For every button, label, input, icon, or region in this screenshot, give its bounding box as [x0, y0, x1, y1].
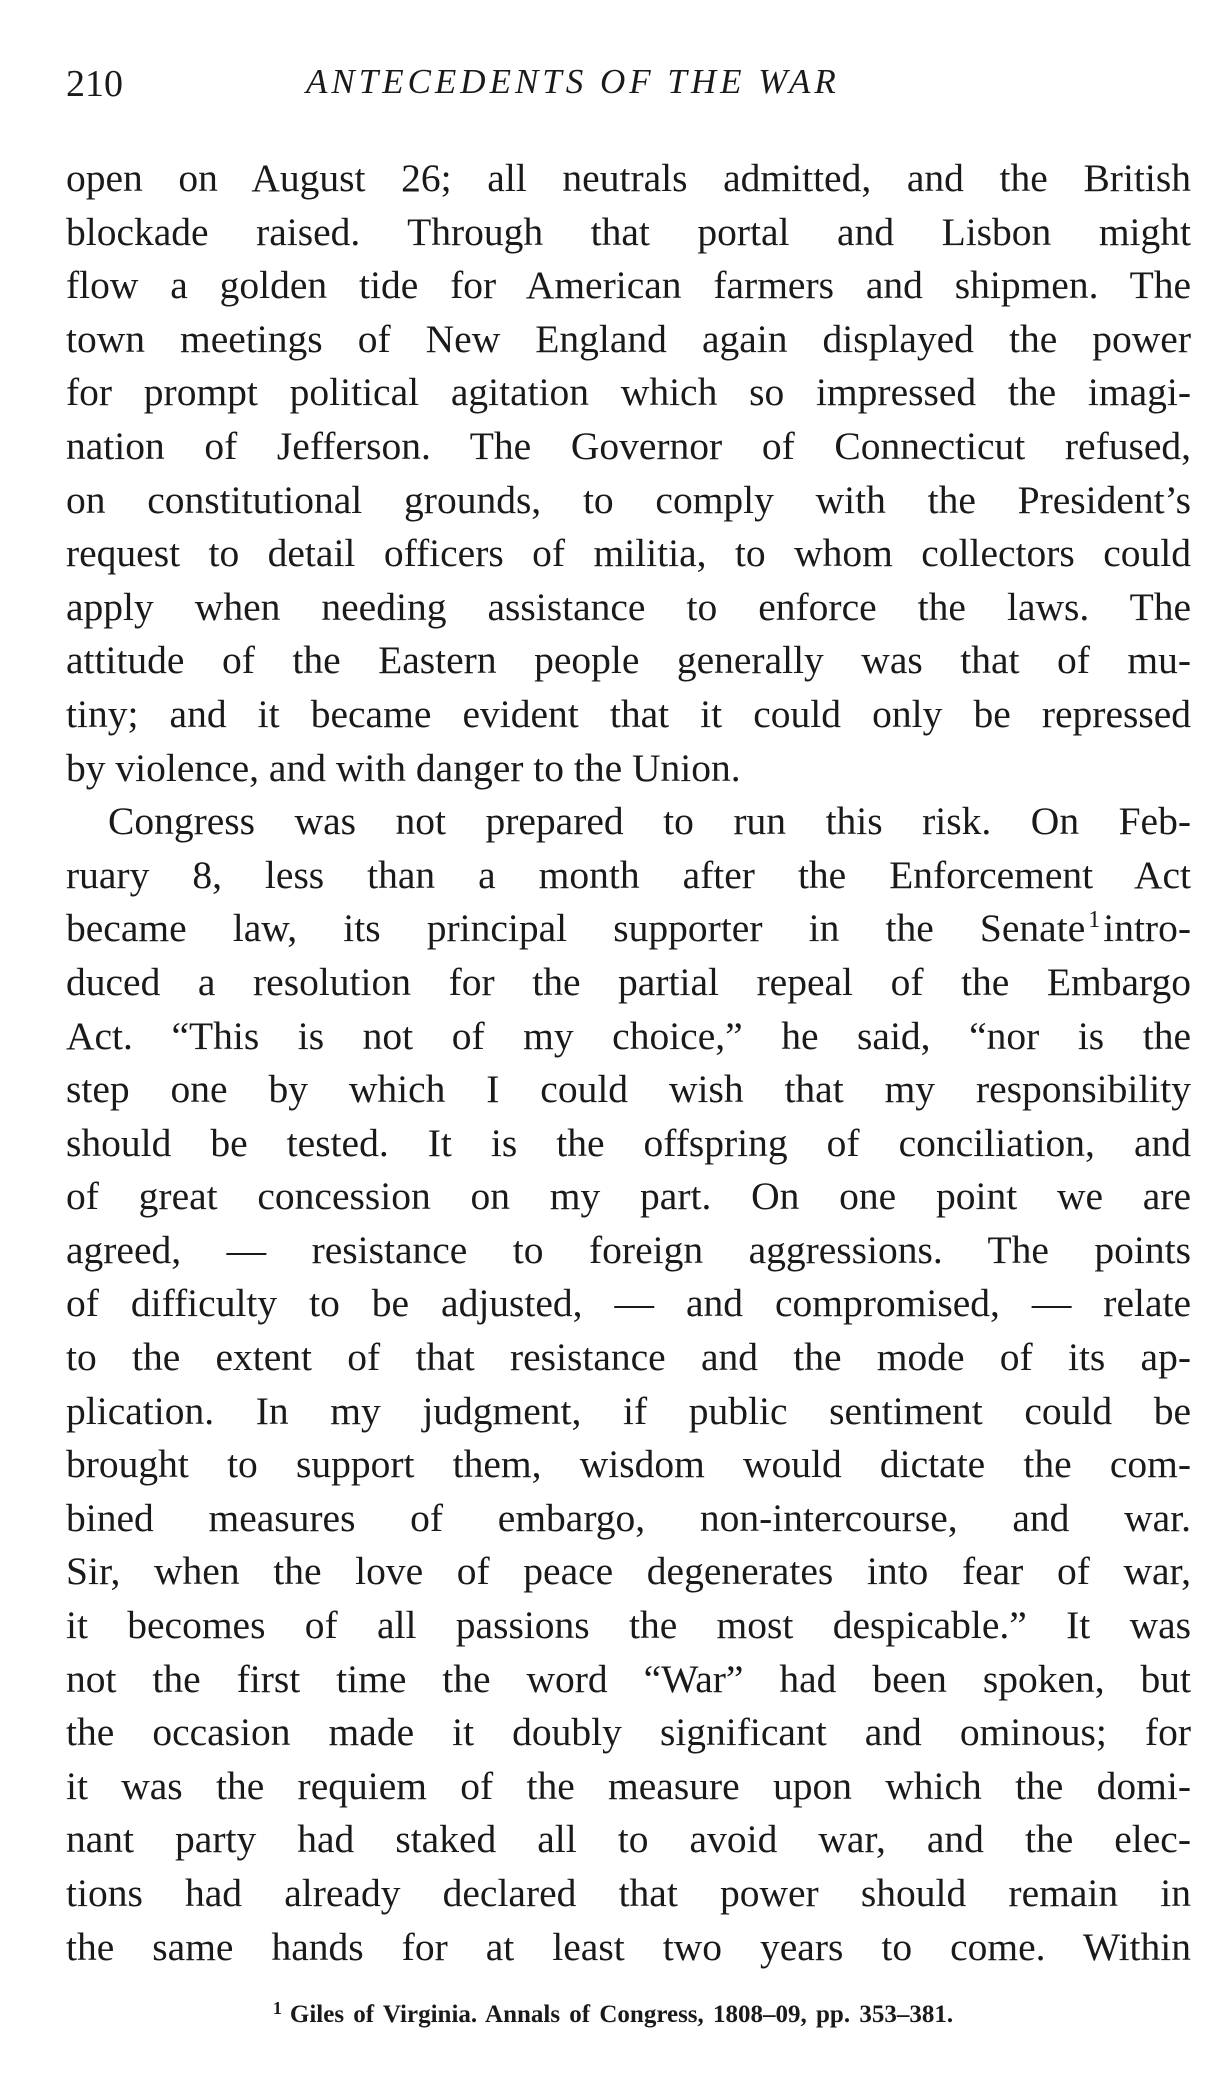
text-line: for prompt political agitation which so impressed the imagi-: [66, 370, 1191, 415]
text-line: flow a golden tide for American farmers and shipmen. The: [66, 263, 1191, 308]
text-line: tiny; and it became evident that it could only be repressed: [66, 691, 1191, 736]
text-segment: became law, its principal supporter in the Senate: [66, 906, 1086, 951]
footnote-text: Giles of Virginia. Annals of Congress, 1808–09, pp. 353–381.: [289, 2001, 954, 2028]
text-line: should be tested. It is the offspring of conciliation, and: [66, 1120, 1191, 1165]
text-line: by violence, and with danger to the Union.: [66, 745, 741, 790]
text-line: Congress was not prepared to run this risk. On Feb-: [108, 799, 1191, 844]
text-line: not the first time the word “War” had been spoken, but: [66, 1656, 1191, 1701]
page-number: 210: [66, 63, 123, 105]
text-line: agreed, — resistance to foreign aggressions. The points: [66, 1227, 1191, 1272]
text-line: of difficulty to be adjusted, — and compromised, — relate: [66, 1281, 1191, 1326]
text-line: town meetings of New England again displayed the power: [66, 316, 1191, 361]
text-line: Act. “This is not of my choice,” he said, “nor is the: [66, 1013, 1191, 1058]
text-line: nant party had staked all to avoid war, and the elec-: [66, 1817, 1191, 1862]
running-title: ANTECEDENTS OF THE WAR: [306, 62, 840, 101]
text-line: brought to support them, wisdom would dictate the com-: [66, 1442, 1191, 1487]
text-line: of great concession on my part. On one point we are: [66, 1174, 1191, 1219]
text-line: it was the requiem of the measure upon which the domi-: [66, 1763, 1191, 1808]
text-line: apply when needing assistance to enforce the laws. The: [66, 584, 1191, 629]
text-line: to the extent of that resistance and the mode of its ap-: [66, 1335, 1191, 1380]
footnote-reference: 1: [1088, 907, 1101, 934]
text-line: open on August 26; all neutrals admitted, and the British: [66, 156, 1191, 200]
text-line: attitude of the Eastern people generally was that of mu-: [66, 638, 1191, 683]
text-line: ruary 8, less than a month after the Enforcement Act: [66, 852, 1191, 897]
text-line: tions had already declared that power should remain in: [66, 1871, 1191, 1915]
text-line: the occasion made it doubly significant and ominous; for: [66, 1710, 1191, 1755]
paragraph-1: [66, 152, 1191, 795]
text-line: it becomes of all passions the most despicable.” It was: [66, 1603, 1191, 1648]
text-line: on constitutional grounds, to comply with the President’s: [66, 477, 1191, 522]
text-line: bined measures of embargo, non-intercourse, and war.: [66, 1495, 1191, 1540]
footnote: [0, 1998, 1226, 2029]
text-line: nation of Jefferson. The Governor of Connecticut refused,: [66, 423, 1191, 468]
text-segment: intro-: [1103, 906, 1191, 951]
text-line: [66, 902, 1191, 956]
running-head: [66, 62, 1191, 112]
text-line: blockade raised. Through that portal and Lisbon might: [66, 209, 1191, 254]
text-line: duced a resolution for the partial repeal of the Embargo: [66, 959, 1191, 1004]
text-line: plication. In my judgment, if public sentiment could be: [66, 1388, 1191, 1433]
paragraph-2: [66, 795, 1191, 1974]
text-line: the same hands for at least two years to come. Within: [66, 1924, 1191, 1969]
text-line: request to detail officers of militia, to whom collectors could: [66, 531, 1191, 576]
body-text: [66, 152, 1191, 1974]
footnote-mark: 1: [272, 1998, 282, 2018]
text-line: step one by which I could wish that my responsibility: [66, 1067, 1191, 1112]
text-line: Sir, when the love of peace degenerates into fear of war,: [66, 1549, 1191, 1594]
